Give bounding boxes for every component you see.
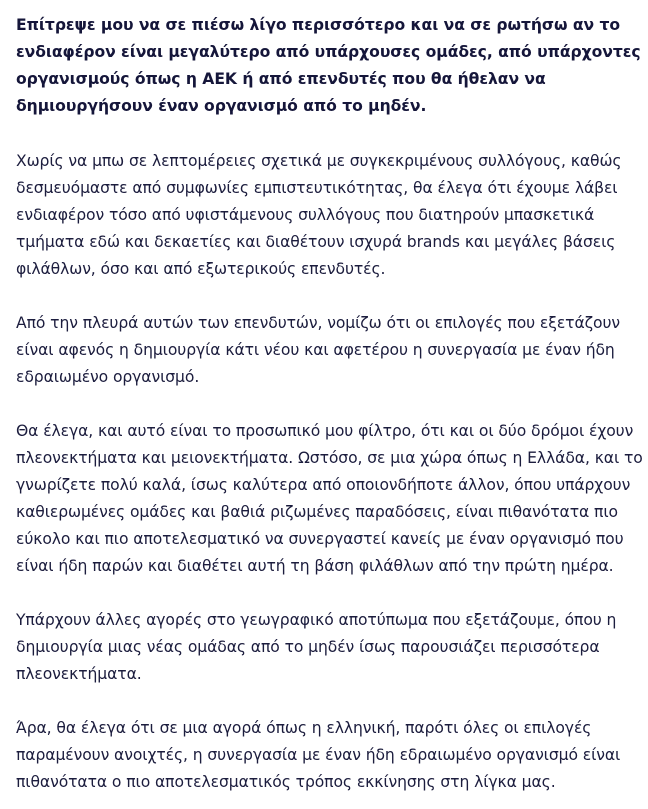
article-body: [16, 12, 646, 796]
answer-paragraph-3: Θα έλεγα, και αυτό είναι το προσωπικό μου φίλτρο, ότι και οι δύο δρόμοι έχουν πλεονεκτήματα και μειονεκτήματα. Ωστόσο, σε μια χώρα όπως η Ελλάδα, και το γνωρίζετε πολύ καλά, ίσως καλύτερα από οποιονδήποτε άλλον, όπου υπάρχουν καθιερωμένες ομάδες και βαθιά ριζωμένες παραδόσεις, είναι πιθανότατα πιο εύκολο και πιο αποτελεσματικό να συνεργαστεί κανείς με έναν οργανισμό που είναι ήδη παρών και διαθέτει αυτή τη βάση φιλάθλων από την πρώτη ημέρα.: [16, 422, 643, 575]
answer-paragraph-2: Από την πλευρά αυτών των επενδυτών, νομίζω ότι οι επιλογές που εξετάζουν είναι αφενός η δημιουργία κάτι νέου και αφετέρου η συνεργασία με έναν ήδη εδραιωμένο οργανισμό.: [16, 314, 621, 386]
answer-paragraph-5: Άρα, θα έλεγα ότι σε μια αγορά όπως η ελληνική, παρότι όλες οι επιλογές παραμένουν ανοιχτές, η συνεργασία με έναν ήδη εδραιωμένο οργανισμό είναι πιθανότατα ο πιο αποτελεσματικός τρόπος εκκίνησης στη λίγκα μας.: [16, 719, 621, 791]
answer-paragraph-4: Υπάρχουν άλλες αγορές στο γεωγραφικό αποτύπωμα που εξετάζουμε, όπου η δημιουργία μιας νέας ομάδας από το μηδέν ίσως παρουσιάζει περισσότερα πλεονεκτήματα.: [16, 611, 617, 683]
answer-paragraph-1: Χωρίς να μπω σε λεπτομέρειες σχετικά με συγκεκριμένους συλλόγους, καθώς δεσμευόμαστε από συμφωνίες εμπιστευτικότητας, θα έλεγα ότι έχουμε λάβει ενδιαφέρον τόσο από υφιστάμενους συλλόγους που διατηρούν μπασκετικά τμήματα εδώ και δεκαετίες και διαθέτουν ισχυρά brands και μεγάλες βάσεις φιλάθλων, όσο και από εξωτερικούς επενδυτές.: [16, 152, 622, 278]
interview-question: Επίτρεψε μου να σε πιέσω λίγο περισσότερο και να σε ρωτήσω αν το ενδιαφέρον είναι μεγαλύτερο από υπάρχουσες ομάδες, από υπάρχοντες οργανισμούς όπως η ΑΕΚ ή από επενδυτές που θα ήθελαν να δημιουργήσουν έναν οργανισμό από το μηδέν.: [16, 16, 641, 115]
